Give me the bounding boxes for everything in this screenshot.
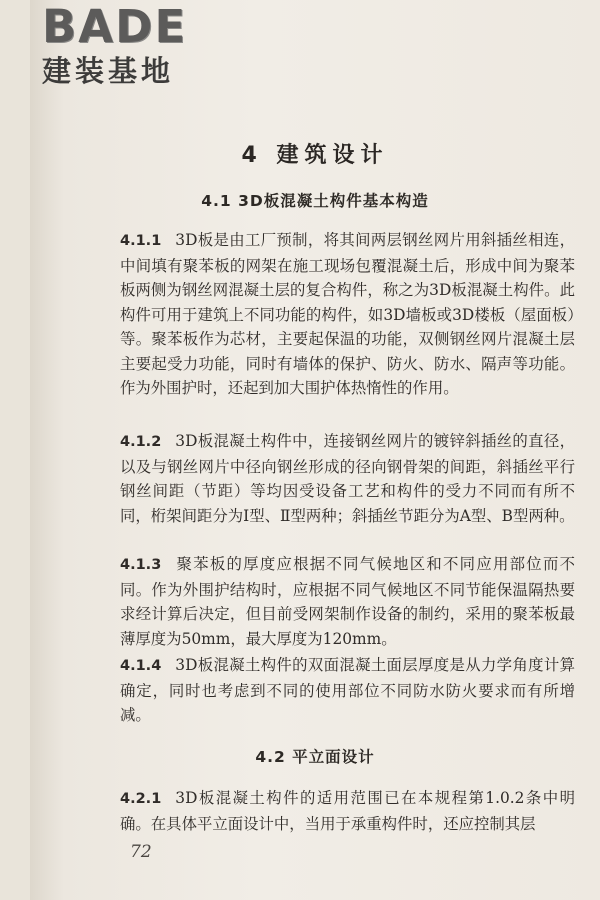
clause-number: 4.1.4	[120, 658, 162, 674]
paragraph-text: 3D板混凝土构件的双面混凝土面层厚度是从力学角度计算确定，同时也考虑到不同的使用部位不同防水防火要求而有所增减。	[120, 656, 575, 724]
paragraph-text: 3D板混凝土构件中，连接钢丝网片的镀锌斜插丝的直径，以及与钢丝网片中径向钢丝形成的径向钢骨架的间距，斜插丝平行钢丝间距（节距）等均因受设备工艺和构件的受力不同而有所不同，桁架间距分为Ⅰ型、Ⅱ型两种；斜插丝节距分为A型、B型两种。	[120, 432, 575, 525]
chapter-title: 4 建筑设计	[241, 143, 389, 168]
paragraph	[120, 653, 575, 728]
page-number: 72	[130, 842, 152, 862]
clause-number: 4.2.1	[120, 791, 162, 807]
paragraph-text: 3D板是由工厂预制，将其间两层钢丝网片用斜插丝相连，中间填有聚苯板的网架在施工现场包覆混凝土后，形成中间为聚苯板两侧为钢丝网混凝土层的复合构件，称之为3D板混凝土构件。此构件可用于建筑上不同功能的构件，如3D墙板或3D楼板（屋面板）等。聚苯板作为芯材，主要起保温的功能，双侧钢丝网片混凝土层主要起受力功能，同时有墙体的保护、防火、防水、隔声等功能。作为外围护时，还起到加大围护体热惰性的作用。	[120, 231, 575, 397]
clause-number: 4.1.2	[120, 434, 162, 450]
paragraph	[120, 228, 575, 401]
logo-subtitle: 建装基地	[42, 54, 175, 88]
document-page	[30, 0, 600, 900]
section-title: 4.1 3D板混凝土构件基本构造	[201, 192, 429, 210]
paragraph-text: 聚苯板的厚度应根据不同气候地区和不同应用部位而不同。作为外围护结构时，应根据不同气候地区不同节能保温隔热要求经计算后决定，但目前受网架制作设备的制约，采用的聚苯板最薄厚度为50mm，最大厚度为120mm。	[120, 555, 575, 648]
paragraph	[120, 786, 575, 836]
logo-mark: BADE	[42, 0, 188, 53]
paragraph-text: 3D板混凝土构件的适用范围已在本规程第1.0.2条中明确。在具体平立面设计中，当用于承重构件时，还应控制其层	[120, 789, 575, 833]
paragraph	[120, 552, 575, 651]
clause-number: 4.1.3	[120, 557, 162, 573]
paragraph	[120, 429, 575, 528]
logo	[42, 0, 212, 88]
section-title: 4.2 平立面设计	[255, 748, 375, 766]
clause-number: 4.1.1	[120, 233, 162, 249]
